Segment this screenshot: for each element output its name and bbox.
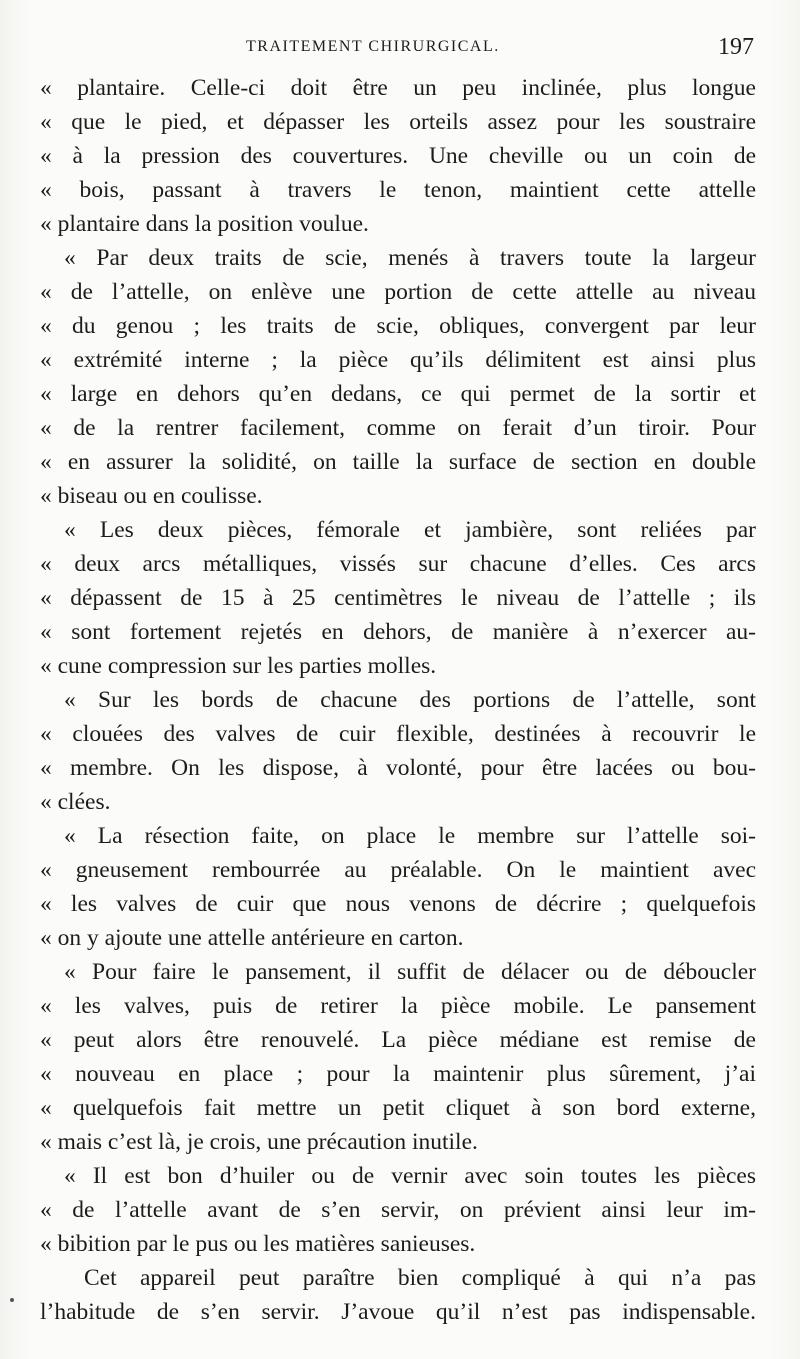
text-line: Cet appareil peut paraître bien compliqué à qui n’a pas (84, 1265, 756, 1291)
text-line: « nouveau en place ; pour la maintenir plus sûrement, j’ai (40, 1061, 756, 1087)
text-line: « clées. (40, 789, 111, 815)
text-line: « deux arcs métalliques, vissés sur chacune d’elles. Ces arcs (40, 551, 756, 577)
text-line: « mais c’est là, je crois, une précaution inutile. (40, 1129, 478, 1155)
text-line: « on y ajoute une attelle antérieure en carton. (40, 925, 464, 951)
text-line: « peut alors être renouvelé. La pièce médiane est remise de (40, 1027, 756, 1053)
text-line: « Par deux traits de scie, menés à travers toute la largeur (64, 245, 756, 271)
text-line: « de l’attelle avant de s’en servir, on prévient ainsi leur im- (40, 1197, 756, 1223)
text-line: « biseau ou en coulisse. (40, 483, 263, 509)
page-header (46, 34, 760, 68)
text-line: « clouées des valves de cuir flexible, destinées à recouvrir le (40, 721, 756, 747)
text-line: « Il est bon d’huiler ou de vernir avec soin toutes les pièces (64, 1163, 756, 1189)
text-line: « large en dehors qu’en dedans, ce qui permet de la sortir et (40, 381, 756, 407)
page-body-text (40, 71, 756, 1329)
text-line: « Sur les bords de chacune des portions de l’attelle, sont (64, 687, 756, 713)
running-title: TRAITEMENT CHIRURGICAL. (246, 38, 500, 55)
text-line: « les valves, puis de retirer la pièce mobile. Le pansement (40, 993, 756, 1019)
text-line: « de la rentrer facilement, comme on ferait d’un tiroir. Pour (40, 415, 756, 441)
text-line: « que le pied, et dépasser les orteils assez pour les soustraire (40, 109, 756, 135)
text-line: « Les deux pièces, fémorale et jambière, sont reliées par (64, 517, 756, 543)
text-line: « bois, passant à travers le tenon, maintient cette attelle (40, 177, 756, 203)
text-line: « du genou ; les traits de scie, obliques, convergent par leur (40, 313, 756, 339)
text-line: « extrémité interne ; la pièce qu’ils délimitent est ainsi plus (40, 347, 756, 373)
page-number: 197 (718, 34, 754, 60)
text-line: « sont fortement rejetés en dehors, de manière à n’exercer au- (40, 619, 756, 645)
text-line: « La résection faite, on place le membre sur l’attelle soi- (64, 823, 756, 849)
text-line: « quelquefois fait mettre un petit cliquet à son bord externe, (40, 1095, 756, 1121)
text-line: « de l’attelle, on enlève une portion de cette attelle au niveau (40, 279, 756, 305)
text-line: « plantaire dans la position voulue. (40, 211, 369, 237)
text-line: « plantaire. Celle-ci doit être un peu inclinée, plus longue (40, 75, 756, 101)
text-line: « Pour faire le pansement, il suffit de délacer ou de déboucler (64, 959, 756, 985)
text-line: « membre. On les dispose, à volonté, pour être lacées ou bou- (40, 755, 756, 781)
text-line: « cune compression sur les parties molles. (40, 653, 437, 679)
text-line: « dépassent de 15 à 25 centimètres le niveau de l’attelle ; ils (40, 585, 756, 611)
text-line: l’habitude de s’en servir. J’avoue qu’il n’est pas indispensable. (40, 1299, 756, 1325)
text-line: « en assurer la solidité, on taille la surface de section en double (40, 449, 756, 475)
text-line: « gneusement rembourrée au préalable. On le maintient avec (40, 857, 756, 883)
text-line: « à la pression des couvertures. Une cheville ou un coin de (40, 143, 756, 169)
text-line: « bibition par le pus ou les matières sanieuses. (40, 1231, 476, 1257)
text-line: « les valves de cuir que nous venons de décrire ; quelquefois (40, 891, 756, 917)
margin-speck (10, 1298, 14, 1302)
